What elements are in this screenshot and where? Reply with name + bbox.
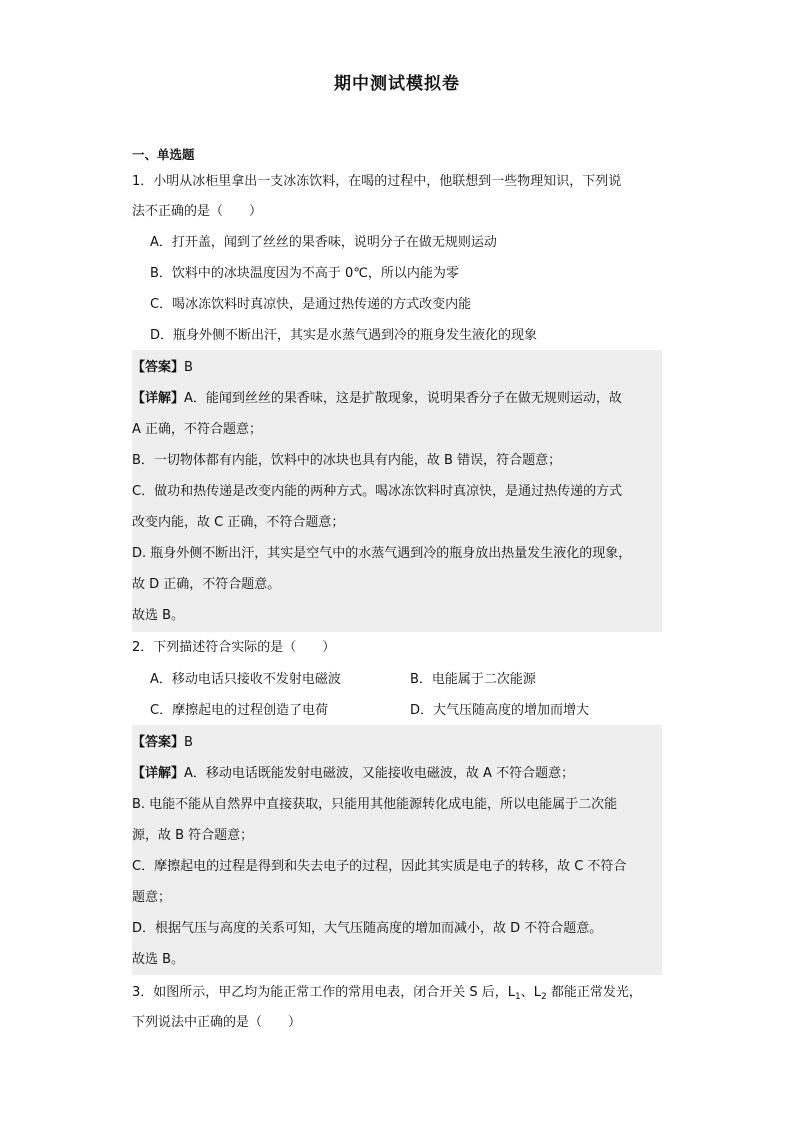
answer-value: B <box>184 360 193 375</box>
q3-stem-line2: 下列说法中正确的是（ ） <box>132 1015 302 1030</box>
q1-option-d: D．瓶身外侧不断出汗，其实是水蒸气遇到冷的瓶身发生液化的现象 <box>150 328 538 343</box>
q1-stem-line2: 法不正确的是（ ） <box>132 204 263 219</box>
q2-option-b: B．电能属于二次能源 <box>410 672 536 687</box>
q1-stem-line1: 1．小明从冰柜里拿出一支冰冻饮料，在喝的过程中，他联想到一些物理知识，下列说 <box>132 174 622 189</box>
q2-detail-line4: C．摩擦起电的过程是得到和失去电子的过程，因此其实质是电子的转移，故 C 不符合 <box>132 859 627 874</box>
detail-label: 【详解】 <box>132 391 185 406</box>
q2-answer <box>132 733 193 753</box>
page-title: 期中测试模拟卷 <box>334 74 460 94</box>
q2-detail-line2: B. 电能不能从自然界中直接获取，只能用其他能源转化成电能，所以电能属于二次能 <box>132 797 618 812</box>
q2-detail-line3: 源，故 B 符合题意； <box>132 828 254 843</box>
q2-detail-line1 <box>132 764 574 784</box>
q3-stem-text-a: 3．如图所示，甲乙均为能正常工作的常用电表，闭合开关 S 后，L <box>132 985 516 1000</box>
q1-detail-line1 <box>132 389 622 409</box>
q1-detail-line7: 故 D 正确，不符合题意。 <box>132 577 281 592</box>
detail-text: A．移动电话既能发射电磁波，又能接收电磁波，故 A 不符合题意； <box>184 766 575 781</box>
q1-detail-line5: 改变内能，故 C 正确，不符合题意； <box>132 515 345 530</box>
detail-text: A．能闻到丝丝的果香味，这是扩散现象，说明果香分子在做无规则运动，故 <box>184 391 622 406</box>
q2-detail-line6: D．根据气压与高度的关系可知，大气压随高度的增加而减小，故 D 不符合题意。 <box>132 921 603 936</box>
answer-label: 【答案】 <box>132 360 185 375</box>
q1-answer <box>132 358 193 378</box>
answer-value: B <box>184 735 193 750</box>
q1-conclusion: 故选 B。 <box>132 608 185 623</box>
subscript-2: 2 <box>541 992 547 1002</box>
q1-option-b: B．饮料中的冰块温度因为不高于 0℃，所以内能为零 <box>150 266 459 281</box>
q2-option-c: C．摩擦起电的过程创造了电荷 <box>150 703 329 718</box>
q2-conclusion: 故选 B。 <box>132 952 185 967</box>
detail-label: 【详解】 <box>132 766 185 781</box>
q3-stem-sep: 、L <box>520 985 542 1000</box>
q1-option-c: C．喝冰冻饮料时真凉快，是通过热传递的方式改变内能 <box>150 297 472 312</box>
q3-stem-text-b: 都能正常发光， <box>546 985 642 1000</box>
q1-detail-line4: C．做功和热传递是改变内能的两种方式。喝冰冻饮料时真凉快，是通过热传递的方式 <box>132 484 623 499</box>
q3-stem-line1 <box>132 983 642 1003</box>
q2-option-d: D．大气压随高度的增加而增大 <box>410 703 590 718</box>
section-heading: 一、单选题 <box>132 147 195 162</box>
q2-stem: 2．下列描述符合实际的是（ ） <box>132 640 336 655</box>
q1-detail-line6: D. 瓶身外侧不断出汗，其实是空气中的水蒸气遇到冷的瓶身放出热量发生液化的现象， <box>132 546 632 561</box>
subscript-1: 1 <box>515 992 521 1002</box>
q2-option-a: A．移动电话只接收不发射电磁波 <box>150 672 341 687</box>
q2-detail-line5: 题意； <box>132 890 172 905</box>
q1-detail-line2: A 正确，不符合题意； <box>132 422 263 437</box>
q1-detail-line3: B．一切物体都有内能，饮料中的冰块也具有内能，故 B 错误，符合题意； <box>132 453 562 468</box>
answer-label: 【答案】 <box>132 735 185 750</box>
q1-option-a: A．打开盖，闻到了丝丝的果香味，说明分子在做无规则运动 <box>150 235 497 250</box>
